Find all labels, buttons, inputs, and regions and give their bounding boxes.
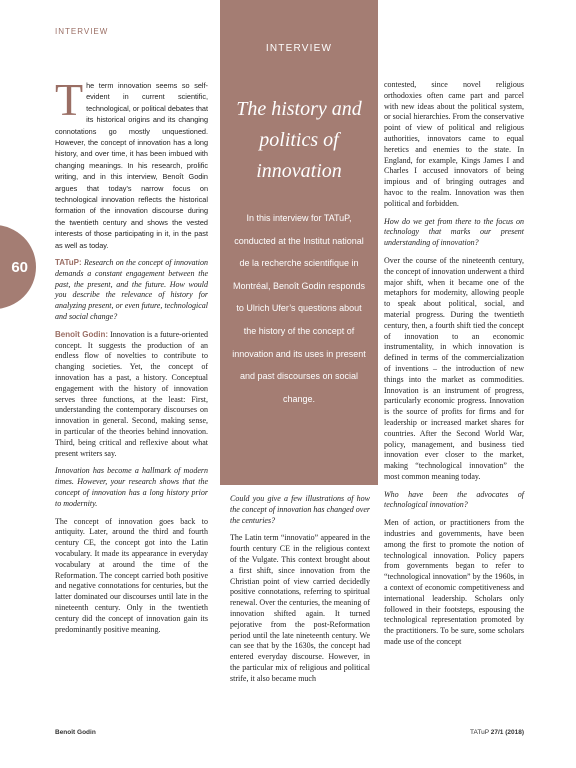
question-1 <box>55 258 208 323</box>
section-label: INTERVIEW <box>55 27 109 36</box>
text-column-1 <box>55 74 208 642</box>
footer-journal <box>470 729 524 736</box>
text-column-3 <box>384 80 524 655</box>
question-5: Who have been the advocates of technological innovation? <box>384 489 524 510</box>
page-number: 60 <box>11 258 28 276</box>
answer-5: Men of action, or practitioners from the industries and governments, have been among the first to promote the notion of technological innovation. Policy papers from governments began to refer to “technological innovation” by the 1960s, in a context of economic competitiveness and international leadership. Scholars only followed in their footsteps, espousing the technological representation promoted by the practitioners. To be sure, some scholars made use of the concept <box>384 518 524 647</box>
answer-2: The concept of innovation goes back to antiquity. Later, around the third and fourth century CE, the concept got into the Latin vocabulary. It made its appearance in everyday vocabulary at around the time of the Reformation. The concept carried both positive and negative connotations for centuries, but the latter dominated our discourses until late in the nineteenth century. Only in the twentieth century did the concept of innovation gain its predominantly positive meaning. <box>55 516 208 634</box>
answer-4: Over the course of the nineteenth century, the concept of innovation underwent a third major shift, when it became one of the metaphors for modernity, allowing people to speak about political, social, and material progress. During the twentieth century, then, a fourth shift tied the concept of innovation to an economic instrumentality, in which innovation is defined in terms of the commercialization of inventions – the introduction of new things into the market as commodities. Innovation is an instrument of progress, particularly economic progress. Innovation is the source of profits for firms and for leadership or increased market shares for countries. After the Second World War, policy, management, and business tied innovation ever closer to the market, making “technological innovation” the most common meaning today. <box>384 255 524 481</box>
question-4: How do we get from there to the focus on technology that marks our present understanding of innovation? <box>384 216 524 248</box>
intro-paragraph <box>55 74 208 251</box>
drop-cap: T <box>55 74 84 125</box>
footer-author: Benoît Godin <box>55 729 96 736</box>
text-column-2 <box>230 494 370 692</box>
intro-text: he term innovation seems so self-evident in current scientific, technological, or political debates that its historical origins and its changing connotations go mostly unquestioned. However, the concept of innovation has a long history, and over time, it has been imbued with changing meanings. In his research, prolific writing, and in this interview, Benoît Godin argues that today’s narrow focus on technological innovation reflects the historical formation of the innovation discourse during the twentieth century and shows the vested interests of those participating in it, in the past as well as today. <box>55 81 208 250</box>
article-title: The history and politics of innovation <box>236 98 362 182</box>
answer-text: Innovation is a future-oriented concept. It suggests the production of an endless flow of novelties to contribute to changing societies. Yet, the concept of innovation has a past, a history. Conceptual engagement with the history of innovation serves three functions, at the least: First, understanding the contemporary discourses on innovation in general. Second, making sense, in particular of the theories behind innovation. Third, being critical and reflexive about what present writers say. <box>55 329 208 458</box>
question-3: Could you give a few illustrations of how the concept of innovation has changed over the centuries? <box>230 494 370 525</box>
page-number-tab <box>0 225 36 309</box>
answer-1 <box>55 330 208 460</box>
question-text: Research on the concept of innovation demands a constant engagement between the past, the present, and the future. How would you describe the relevance of history for analyzing present, or even future, technological and social change? <box>55 258 208 322</box>
answer-3: The Latin term “innovatio” appeared in the fourth century CE in the religious context of the Vulgate. This context brought about a first shift, since innovation from the Christian point of view carried decidedly positive connotations, referring to spiritual renewal. Over the centuries, the meaning of innovation shifted again. It turned pejorative from the post-Reformation period until the late nineteenth century. We can see that by the 1630s, the concept had entered everyday discourse. However, in the particular mix of religious and political strife, it also became much <box>230 533 370 683</box>
question-2: Innovation has become a hallmark of modern times. However, your research shows that the concept of innovation has a long history prior to modernity. <box>55 466 208 508</box>
journal-name: TATuP <box>470 729 489 736</box>
speaker-label: TATuP: <box>55 258 82 268</box>
title-panel <box>220 0 378 485</box>
article-lead: In this interview for TATuP, conducted at the Institut national de la recherche scientifique in Montréal, Benoît Godin responds to Ulrich Ufer’s questions about the history of the concept of innovation and its uses in present and past discourses on social change. <box>232 213 366 404</box>
journal-issue: 27/1 (2018) <box>490 729 524 736</box>
panel-kicker: INTERVIEW <box>265 43 333 54</box>
answer-3-continued: contested, since novel religious orthodoxies often came part and parcel with new ideas about the political system, or social hierarchies. From the conservative point of view of political and religious authorities, innovators came to equal heretics and enemies to the state. In England, for example, Kings James I and Charles I accused innovators of being impious and of bringing outrages and havoc to the realm. Innovation was then political and forbidden. <box>384 80 524 208</box>
speaker-label: Benoît Godin: <box>55 329 108 339</box>
